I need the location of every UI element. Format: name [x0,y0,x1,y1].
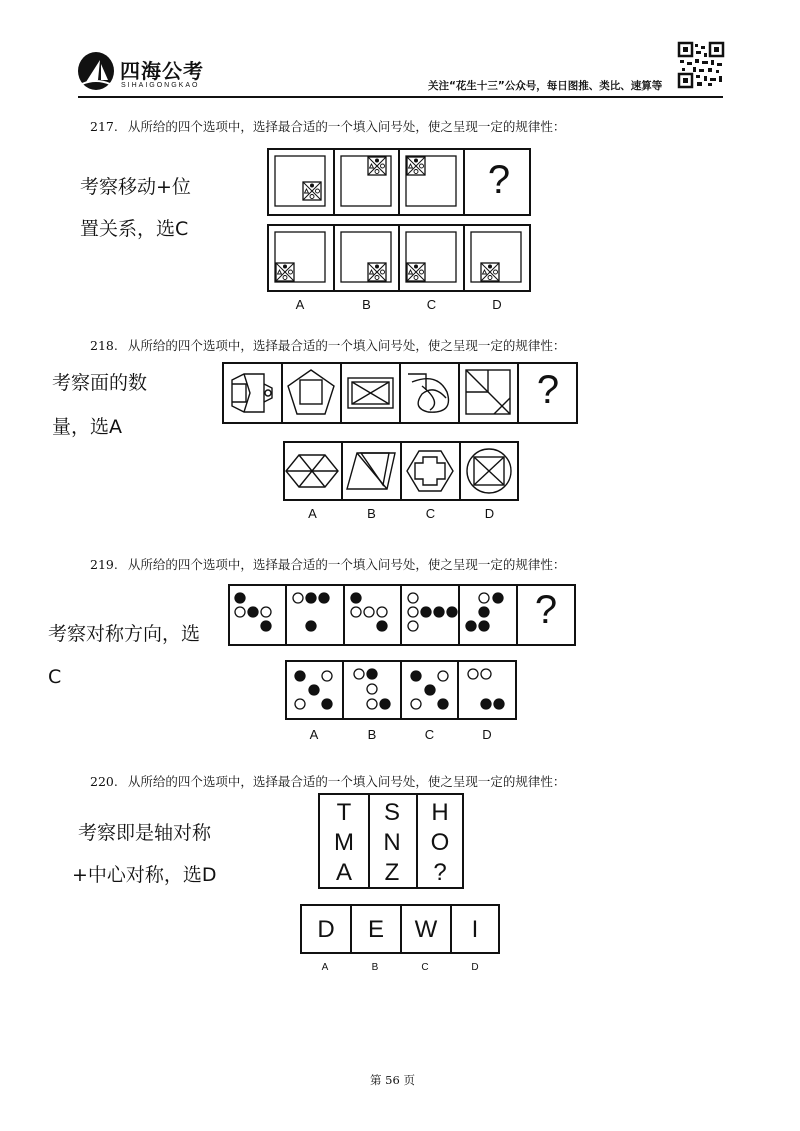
grid-letter: A [335,859,352,886]
question-prompt [90,772,565,790]
option-label: C [421,962,429,973]
handwritten-note: C [48,666,62,688]
header-note: 关注“花生十三”公众号，每日图推、类比、速算等 [428,80,663,92]
option-letter: D [317,916,335,943]
question-number: 217. [90,119,118,134]
option-label: B [367,506,376,521]
option-label: D [484,506,495,521]
option-label: D [482,727,492,742]
option-label: B [371,962,379,973]
grid-letter: M [334,829,354,856]
question-prompt [90,336,565,354]
handwritten-note: 量，选A [52,416,122,438]
question-text: 从所给的四个选项中，选择最合适的一个填入问号处，使之呈现一定的规律性： [127,774,566,789]
option-letter: W [414,916,438,943]
grid-letter: H [431,799,449,826]
question-number: 219. [90,557,118,572]
handwritten-note: 考察移动+位 [80,176,191,198]
logo-icon [76,50,116,92]
grid-letter: S [383,799,400,826]
handwritten-note: 考察面的数 [52,372,148,394]
grid-letter: T [336,799,352,826]
option-label: B [367,727,377,742]
option-label: A [309,727,319,742]
grid-letter: O [430,829,450,856]
option-label: A [295,297,305,312]
handwritten-note: 置关系，选C [80,218,189,240]
question-number: 220. [90,774,118,789]
question-prompt [90,117,565,135]
option-label: D [471,962,479,973]
question-mark: ? [487,158,511,202]
option-label: C [424,727,435,742]
qr-code-icon [678,42,724,88]
logo-subtitle: SIHAIGONGKAO [121,82,200,89]
option-letter: E [367,916,384,943]
question-prompt [90,555,565,573]
grid-letter: Z [384,859,400,886]
question-text: 从所给的四个选项中，选择最合适的一个填入问号处，使之呈现一定的规律性： [127,557,566,572]
question-mark: ? [536,368,560,412]
options-row [267,224,531,292]
handwritten-note: 考察对称方向，选 [48,623,201,645]
handwritten-note: +中心对称，选D [72,864,217,886]
question-number: 218. [90,338,118,353]
question-mark: ? [534,588,558,632]
page-number: 第 56 页 [370,1073,415,1087]
option-label: D [492,297,502,312]
option-label: A [321,962,329,973]
grid-letter: ? [433,859,447,886]
option-label: C [425,506,436,521]
options-row [300,904,500,954]
options-row [285,660,517,720]
header-divider [78,96,723,98]
question-text: 从所给的四个选项中，选择最合适的一个填入问号处，使之呈现一定的规律性： [127,119,566,134]
handwritten-note: 考察即是轴对称 [78,822,212,844]
question-text: 从所给的四个选项中，选择最合适的一个填入问号处，使之呈现一定的规律性： [127,338,566,353]
option-letter: I [471,916,479,943]
grid-letter: N [383,829,401,856]
logo-text: 四海公考 [120,59,204,83]
option-label: A [308,506,317,521]
option-label: C [426,297,437,312]
options-row [283,441,519,501]
letter-grid [318,793,464,889]
option-label: B [362,297,371,312]
